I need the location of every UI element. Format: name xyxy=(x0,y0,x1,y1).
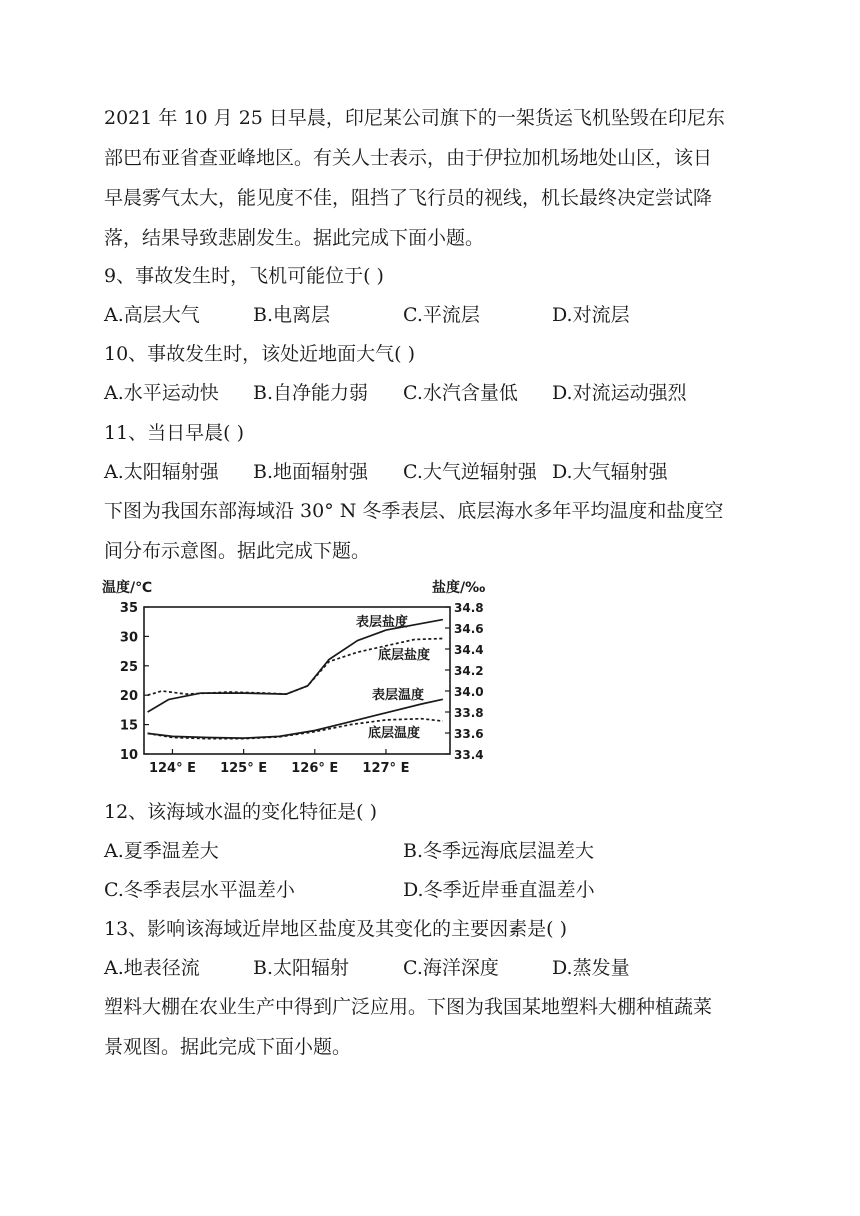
left-tick-label: 15 xyxy=(119,718,138,734)
left-tick-label: 20 xyxy=(119,689,138,705)
q12-option-c: C.冬季表层水平温差小 xyxy=(104,879,295,901)
q11-option-c: C.大气逆辐射强 xyxy=(403,461,537,483)
right-tick-label: 33.6 xyxy=(454,727,484,741)
passage3-line-1: 塑料大棚在农业生产中得到广泛应用。下图为我国某地塑料大棚种植蔬菜 xyxy=(104,996,713,1018)
q9-option-c: C.平流层 xyxy=(403,304,480,326)
q10-option-a: A.水平运动快 xyxy=(104,382,219,404)
x-tick-label: 125° E xyxy=(220,761,268,776)
right-tick-label: 34.0 xyxy=(454,685,484,699)
q11-option-b: B.地面辐射强 xyxy=(253,461,369,483)
q10-stem: 10、事故发生时，该处近地面大气( ) xyxy=(104,343,416,365)
passage2-line-1: 下图为我国东部海域沿 30° N 冬季表层、底层海水多年平均温度和盐度空 xyxy=(104,500,724,522)
passage1-line-2: 部巴布亚省查亚峰地区。有关人士表示，由于伊拉加机场地处山区，该日 xyxy=(104,147,713,169)
right-tick-label: 34.8 xyxy=(454,601,484,615)
q9-option-b: B.电离层 xyxy=(253,304,331,326)
series-line xyxy=(148,639,443,696)
q11-option-a: A.太阳辐射强 xyxy=(104,461,219,483)
q9-option-d: D.对流层 xyxy=(552,304,630,326)
right-tick-label: 33.4 xyxy=(454,748,484,762)
left-tick-label: 30 xyxy=(119,630,138,646)
left-tick-label: 10 xyxy=(119,748,138,763)
q11-stem: 11、当日早晨( ) xyxy=(104,422,245,444)
q12-stem: 12、该海域水温的变化特征是( ) xyxy=(104,801,378,823)
passage1-line-1: 2021 年 10 月 25 日早晨，印尼某公司旗下的一架货运飞机坠毁在印尼东 xyxy=(104,107,725,129)
temperature-salinity-chart xyxy=(98,574,490,786)
series-lines xyxy=(148,620,443,739)
q13-option-a: A.地表径流 xyxy=(104,957,200,979)
left-tick-label: 35 xyxy=(119,601,138,616)
x-tick-label: 127° E xyxy=(362,761,410,776)
q11-option-d: D.大气辐射强 xyxy=(552,461,668,483)
series-label: 底层盐度 xyxy=(378,648,431,663)
q12-option-b: B.冬季远海底层温差大 xyxy=(403,840,595,862)
series-label: 表层温度 xyxy=(372,688,425,703)
right-tick-label: 34.2 xyxy=(454,664,484,678)
x-tick-label: 126° E xyxy=(291,761,339,776)
x-tick-label: 124° E xyxy=(148,761,196,776)
q13-option-c: C.海洋深度 xyxy=(403,957,499,979)
right-tick-label: 34.6 xyxy=(454,622,484,636)
q10-option-d: D.对流运动强烈 xyxy=(552,382,687,404)
passage3-line-2: 景观图。据此完成下面小题。 xyxy=(104,1036,352,1058)
q12-option-d: D.冬季近岸垂直温差小 xyxy=(403,879,595,901)
q10-option-b: B.自净能力弱 xyxy=(253,382,369,404)
q9-stem: 9、事故发生时，飞机可能位于( ) xyxy=(104,265,384,287)
q13-option-b: B.太阳辐射 xyxy=(253,957,350,979)
passage1-line-3: 早晨雾气太大，能见度不佳，阻挡了飞行员的视线，机长最终决定尝试降 xyxy=(104,187,713,209)
q9-option-a: A.高层大气 xyxy=(104,304,200,326)
right-tick-label: 34.4 xyxy=(454,643,484,657)
passage1-line-4: 落，结果导致悲剧发生。据此完成下面小题。 xyxy=(104,227,485,249)
series-label: 表层盐度 xyxy=(356,615,409,630)
passage2-line-2: 间分布示意图。据此完成下题。 xyxy=(104,540,371,562)
series-label: 底层温度 xyxy=(368,726,421,741)
q13-stem: 13、影响该海域近岸地区盐度及其变化的主要因素是( ) xyxy=(104,918,568,940)
right-axis-label: 盐度/‰ xyxy=(432,580,486,596)
x-axis-ticks xyxy=(149,749,410,776)
q10-option-c: C.水汽含量低 xyxy=(403,382,518,404)
left-axis-label: 温度/℃ xyxy=(102,580,153,596)
q12-option-a: A.夏季温差大 xyxy=(104,840,219,862)
left-tick-label: 25 xyxy=(119,659,138,675)
q13-option-d: D.蒸发量 xyxy=(552,957,630,979)
right-tick-label: 33.8 xyxy=(454,706,484,720)
